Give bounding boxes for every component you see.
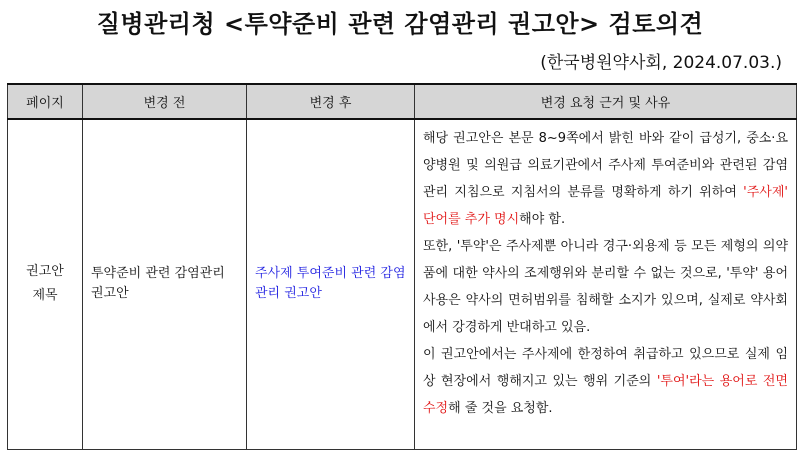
reason-paragraph-1 <box>423 125 788 233</box>
reason-p3-end: 해 줄 것을 요청함. <box>448 401 553 416</box>
reason-paragraph-3 <box>423 341 788 422</box>
document-subtitle: (한국병원약사회, 2024.07.03.) <box>540 53 782 73</box>
document-title: 질병관리청 <투약준비 관련 감염관리 권고안> 검토의견 <box>96 10 704 38</box>
reason-p1-end: 해야 함. <box>519 212 566 227</box>
page-line-2: 제목 <box>32 288 58 304</box>
column-header-reason: 변경 요청 근거 및 사유 <box>415 84 797 119</box>
page-cell <box>8 119 83 449</box>
reason-p1-text: 해당 권고안은 본문 8~9쪽에서 밝힌 바와 같이 급성기, 중소·요양병원 및 의원급 의료기관에서 주사제 투여준비와 관련된 감염관리 지침으로 지침서의 분류를 명확하게 하기 위하여 <box>423 131 788 200</box>
reason-p1-highlight: '주사제' 단어를 추가 명시 <box>423 185 788 227</box>
reason-p3-highlight: '투여'라는 용어로 전면 수정 <box>423 374 788 416</box>
table-header-row <box>8 84 797 119</box>
table-row <box>8 119 797 449</box>
column-header-after: 변경 후 <box>247 84 415 119</box>
page-line-1: 권고안 <box>26 264 64 280</box>
review-table <box>7 83 797 450</box>
reason-paragraph-2: 또한, '투약'은 주사제뿐 아니라 경구·외용제 등 모든 제형의 의약품에 대한 약사의 조제행위와 분리할 수 없는 것으로, '투약' 용어 사용은 약사의 면허범위를 침해할 소지가 있으며, 실제로 약사회에서 강경하게 반대하고 있음. <box>423 239 788 335</box>
column-header-before: 변경 전 <box>83 84 247 119</box>
column-header-page: 페이지 <box>8 84 83 119</box>
before-cell: 투약준비 관련 감염관리 권고안 <box>83 119 247 449</box>
after-cell: 주사제 투여준비 관련 감염관리 권고안 <box>247 119 415 449</box>
reason-cell <box>415 119 797 449</box>
reason-p3-text: 이 권고안에서는 주사제에 한정하여 취급하고 있으므로 실제 임상 현장에서 행해지고 있는 행위 기준의 <box>423 347 788 389</box>
